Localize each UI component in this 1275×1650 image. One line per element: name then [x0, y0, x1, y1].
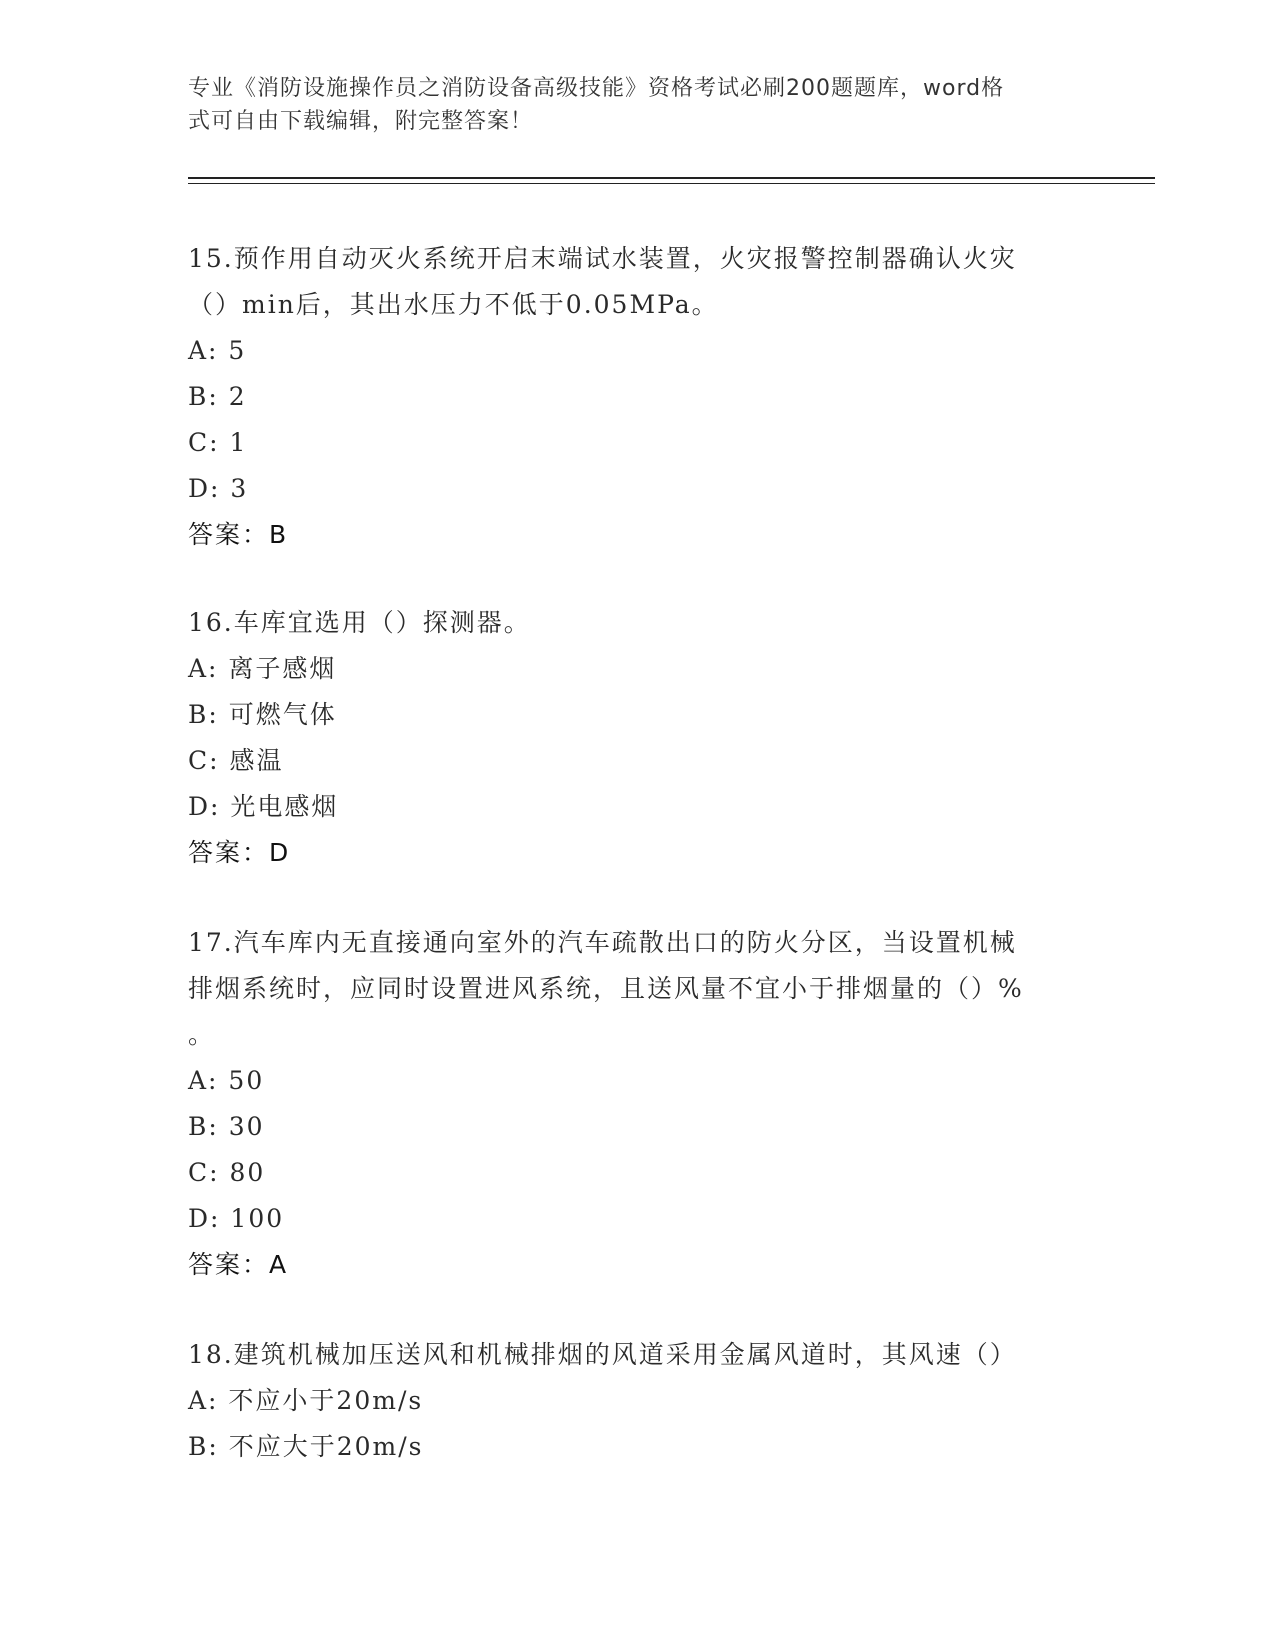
- question-stem-line: 16.车库宜选用（）探测器。: [188, 608, 531, 637]
- question-stem-line: 17.汽车库内无直接通向室外的汽车疏散出口的防火分区，当设置机械: [188, 928, 1017, 957]
- option-b: B: 不应大于20m/s: [188, 1432, 424, 1461]
- answer: 答案：A: [188, 1250, 289, 1279]
- header-divider-thin: [188, 183, 1155, 184]
- question-15: [188, 236, 1078, 558]
- question-18: [188, 1332, 1078, 1470]
- answer: 答案：B: [188, 520, 289, 549]
- question-17: [188, 920, 1078, 1288]
- header-line-1: 专业《消防设施操作员之消防设备高级技能》资格考试必刷200题题库，word格: [188, 76, 1005, 101]
- question-stem-line: 15.预作用自动灭火系统开启末端试水装置，火灾报警控制器确认火灾: [188, 244, 1017, 273]
- question-stem-line: （）min后，其出水压力不低于0.05MPa。: [188, 290, 719, 319]
- option-a: A: 5: [188, 336, 247, 365]
- option-a: A: 离子感烟: [188, 654, 337, 683]
- option-d: D: 3: [188, 474, 249, 503]
- document-header: [188, 72, 1068, 138]
- question-16: [188, 600, 1078, 876]
- answer: 答案：D: [188, 838, 291, 867]
- option-c: C: 感温: [188, 746, 284, 775]
- header-divider-thick: [188, 177, 1155, 179]
- option-a: A: 不应小于20m/s: [188, 1386, 424, 1415]
- option-c: C: 80: [188, 1158, 266, 1187]
- option-d: D: 光电感烟: [188, 792, 339, 821]
- option-b: B: 30: [188, 1112, 265, 1141]
- option-b: B: 2: [188, 382, 247, 411]
- option-c: C: 1: [188, 428, 248, 457]
- question-stem-line: 排烟系统时，应同时设置进风系统，且送风量不宜小于排烟量的（）%: [188, 974, 1024, 1003]
- option-a: A: 50: [188, 1066, 265, 1095]
- header-line-2: 式可自由下载编辑，附完整答案！: [188, 109, 534, 134]
- option-d: D: 100: [188, 1204, 285, 1233]
- question-stem-line: 。: [188, 1020, 216, 1049]
- question-stem-line: 18.建筑机械加压送风和机械排烟的风道采用金属风道时，其风速（）: [188, 1340, 1017, 1369]
- option-b: B: 可燃气体: [188, 700, 337, 729]
